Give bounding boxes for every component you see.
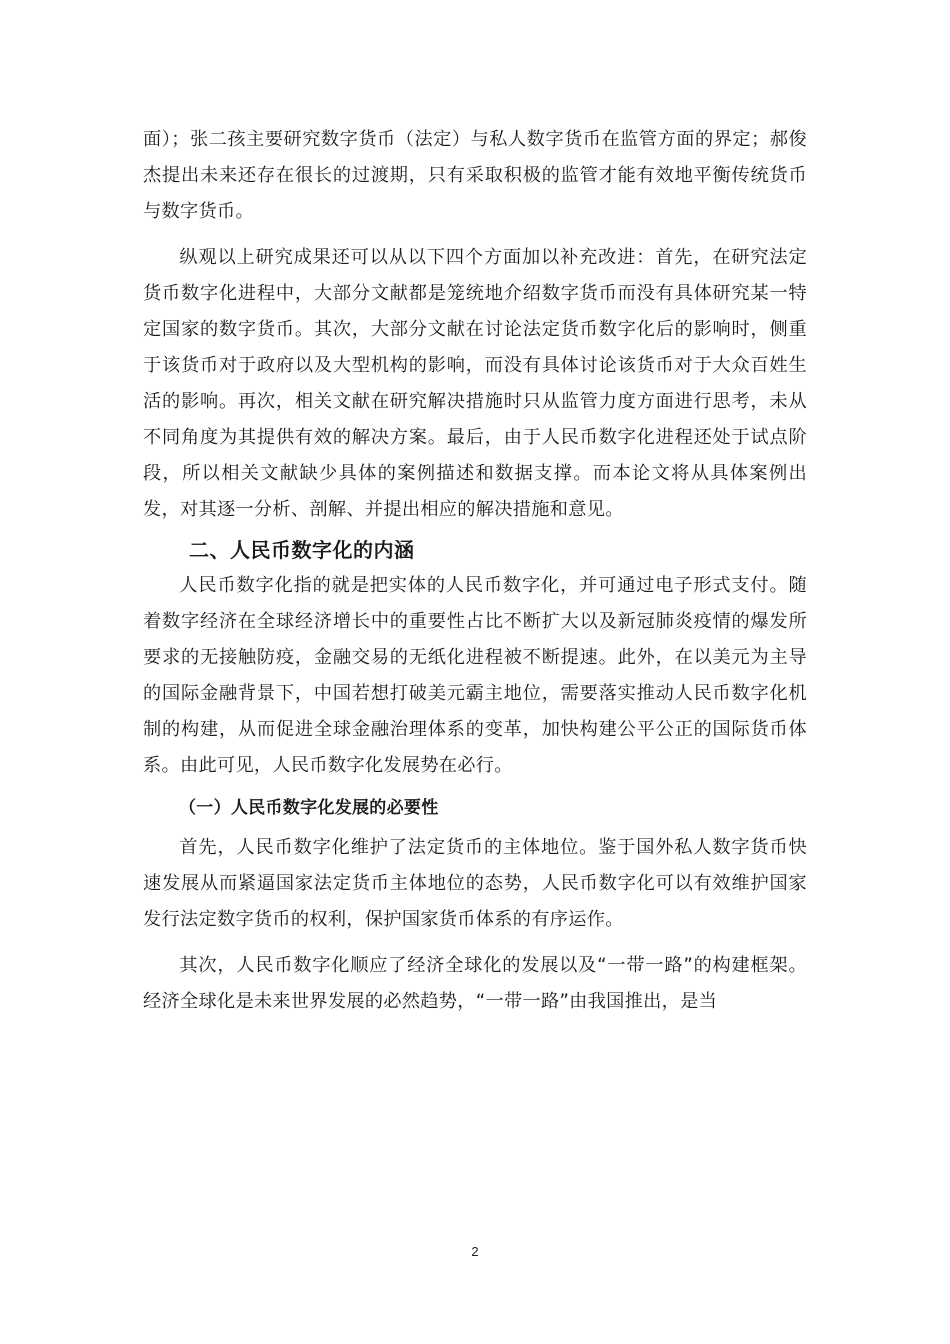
paragraph-second-reason: 其次，人民币数字化顺应了经济全球化的发展以及“一带一路”的构建框架。经济全球化是未来世界发展的必然趋势，“一带一路”由我国推出，是当 bbox=[143, 955, 807, 1012]
paragraph-definition: 人民币数字化指的就是把实体的人民币数字化，并可通过电子形式支付。随着数字经济在全球经济增长中的重要性占比不断扩大以及新冠肺炎疫情的爆发所要求的无接触防疫，金融交易的无纸化进程被不断提速。此外，在以美元为主导的国际金融背景下，中国若想打破美元霸主地位，需要落实推动人民币数字化机制的构建，从而促进全球金融治理体系的变革，加快构建公平公正的国际货币体系。由此可见，人民币数字化发展势在必行。 bbox=[143, 575, 807, 776]
section-heading: 二、人民币数字化的内涵 bbox=[189, 538, 415, 562]
page-body bbox=[143, 122, 807, 1020]
paragraph-continued: 面）；张二孩主要研究数字货币（法定）与私人数字货币在监管方面的界定；郝俊杰提出未来还存在很长的过渡期，只有采取积极的监管才能有效地平衡传统货币与数字货币。 bbox=[143, 129, 807, 222]
paragraph-first-reason: 首先，人民币数字化维护了法定货币的主体地位。鉴于国外私人数字货币快速发展从而紧逼国家法定货币主体地位的态势，人民币数字化可以有效维护国家发行法定数字货币的权利，保护国家货币体系的有序运作。 bbox=[143, 837, 807, 930]
subsection-heading: （一）人民币数字化发展的必要性 bbox=[179, 798, 439, 818]
paragraph-review-summary: 纵观以上研究成果还可以从以下四个方面加以补充改进：首先，在研究法定货币数字化进程中，大部分文献都是笼统地介绍数字货币而没有具体研究某一特定国家的数字货币。其次，大部分文献在讨论法定货币数字化后的影响时，侧重于该货币对于政府以及大型机构的影响，而没有具体讨论该货币对于大众百姓生活的影响。再次，相关文献在研究解决措施时只从监管力度方面进行思考，未从不同角度为其提供有效的解决方案。最后，由于人民币数字化进程还处于试点阶段，所以相关文献缺少具体的案例描述和数据支撑。而本论文将从具体案例出发，对其逐一分析、剖解、并提出相应的解决措施和意见。 bbox=[143, 247, 807, 520]
page-number: 2 bbox=[471, 1244, 479, 1259]
